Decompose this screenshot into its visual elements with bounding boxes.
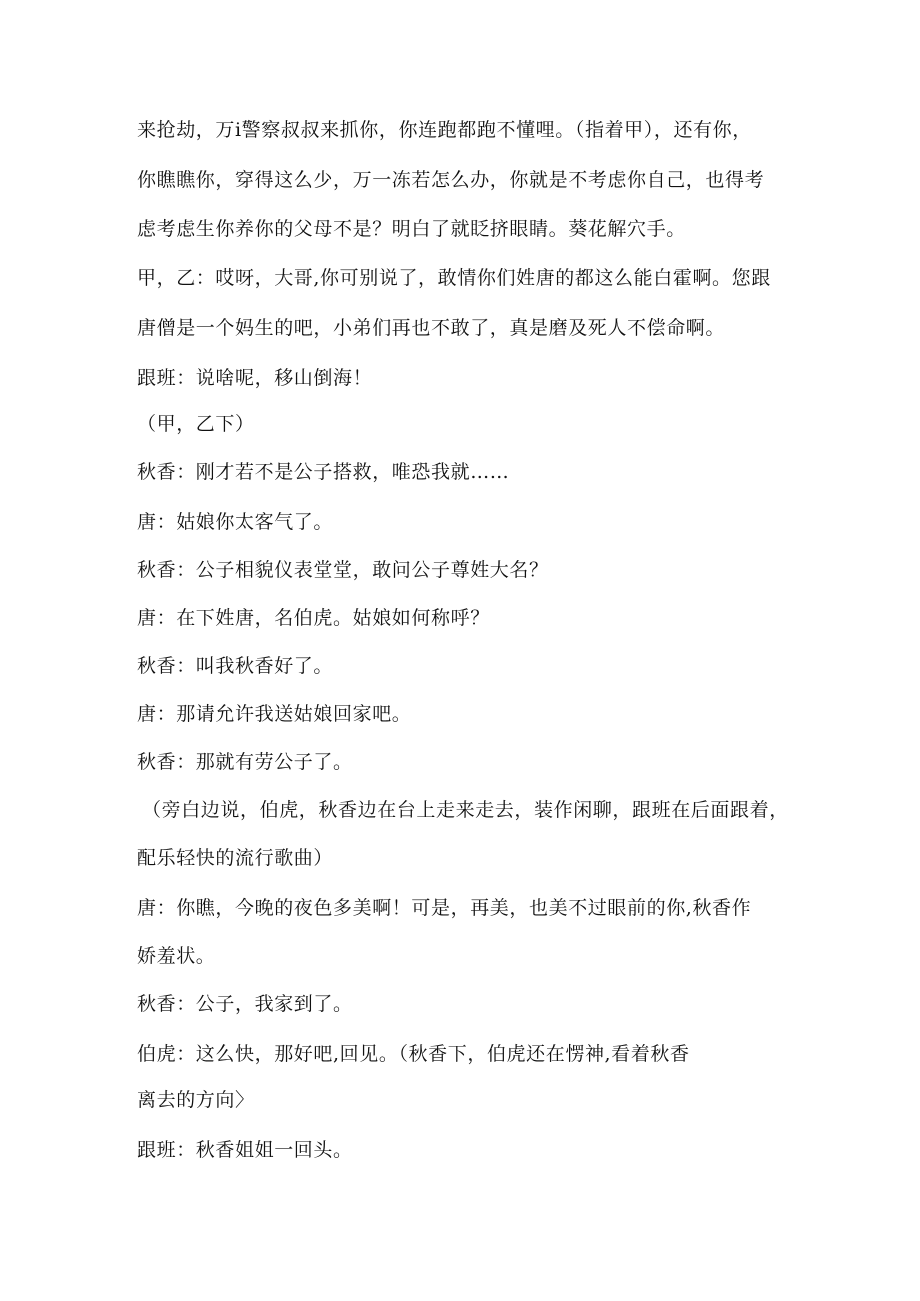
text-line-6: 跟班：说啥呢，移山倒海！ bbox=[137, 367, 373, 389]
text-line-4: 甲，乙：哎呀，大哥,你可别说了，敢情你们姓唐的都这么能白霍啊。您跟 bbox=[137, 267, 771, 289]
text-line-3: 虑考虑生你养你的父母不是？明白了就眨挤眼睛。葵花解穴手。 bbox=[137, 218, 686, 240]
text-line-21: 离去的方向〉 bbox=[137, 1089, 255, 1111]
text-line-2: 你瞧瞧你，穿得这么少，万一冻若怎么办，你就是不考虑你自己，也得考 bbox=[137, 169, 765, 191]
text-line-5: 唐僧是一个妈生的吧，小弟们再也不敢了，真是磨及死人不偿命啊。 bbox=[137, 317, 726, 339]
text-line-22: 跟班：秋香姐姐一回头。 bbox=[137, 1139, 353, 1161]
text-line-11: 唐：在下姓唐，名伯虎。姑娘如何称呼？ bbox=[137, 607, 490, 629]
text-line-13: 唐：那请允许我送姑娘回家吧。 bbox=[137, 703, 412, 725]
text-line-18: 娇羞状。 bbox=[137, 945, 216, 967]
text-line-12: 秋香：叫我秋香好了。 bbox=[137, 655, 334, 677]
text-line-20: 伯虎：这么快，那好吧,回见。（秋香下，伯虎还在愣神,看着秋香 bbox=[137, 1043, 690, 1065]
text-line-17: 唐：你瞧，今晚的夜色多美啊！可是，再美，也美不过眼前的你,秋香作 bbox=[137, 897, 752, 919]
text-line-8: 秋香：刚才若不是公子搭救，唯恐我就…… bbox=[137, 461, 510, 483]
text-line-1: 来抢劫，万i警察叔叔来抓你，你连跑都跑不懂哩。（指着甲），还有你， bbox=[137, 119, 752, 141]
text-line-9: 唐：姑娘你太客气了。 bbox=[137, 511, 334, 533]
text-line-16: 配乐轻快的流行歌曲） bbox=[137, 847, 334, 869]
text-line-7: （甲，乙下） bbox=[137, 413, 255, 435]
text-line-14: 秋香：那就有劳公子了。 bbox=[137, 751, 353, 773]
text-line-10: 秋香：公子相貌仪表堂堂，敢问公子尊姓大名？ bbox=[137, 559, 549, 581]
text-line-19: 秋香：公子，我家到了。 bbox=[137, 993, 353, 1015]
text-line-15: （旁白边说，伯虎，秋香边在台上走来走去，装作闲聊，跟班在后面跟着， bbox=[142, 799, 789, 821]
